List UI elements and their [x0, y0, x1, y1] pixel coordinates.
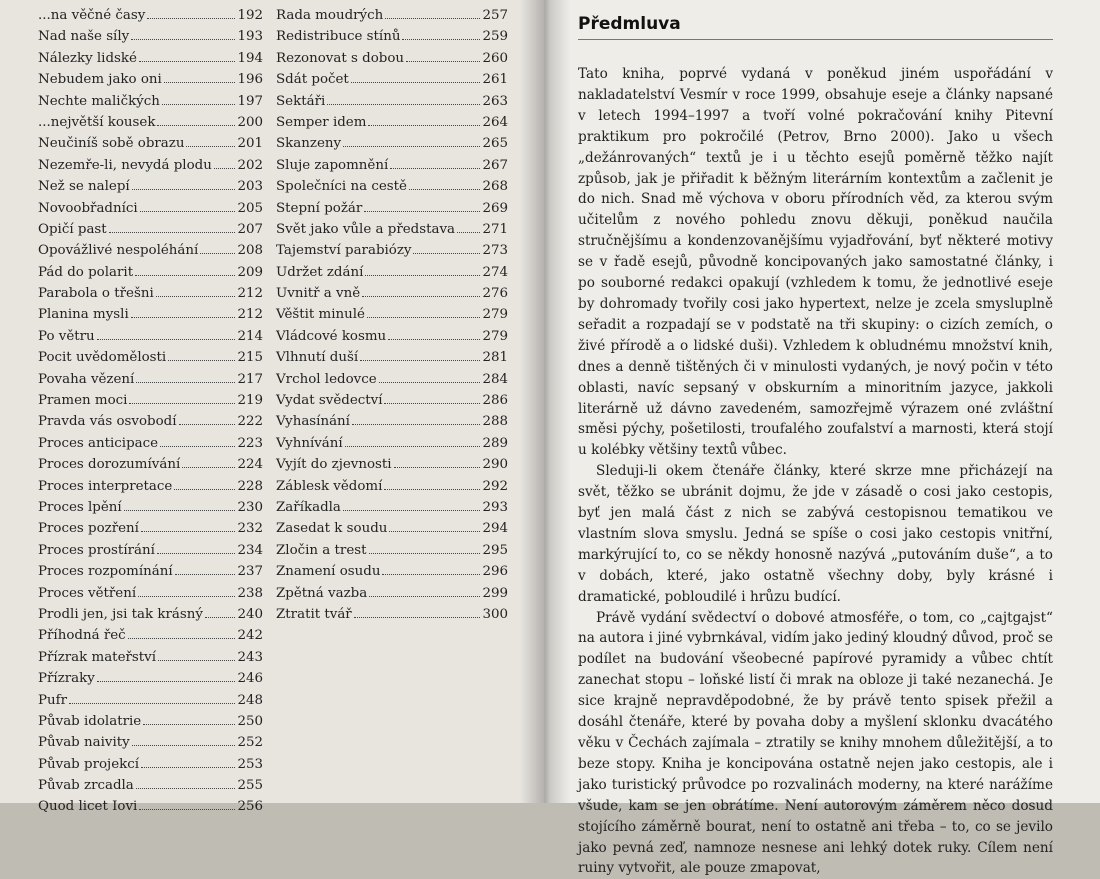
toc-entry — [276, 479, 508, 500]
toc-entry-page: 264 — [482, 114, 508, 130]
toc-entry-page: 276 — [482, 286, 508, 302]
preface-heading: Předmluva — [578, 14, 1053, 40]
book-gutter — [520, 0, 570, 803]
toc-entry — [38, 586, 263, 607]
toc-entry — [38, 799, 263, 820]
toc-leader-dots — [158, 660, 235, 661]
toc-leader-dots — [136, 382, 235, 383]
toc-entry-title: Zločin a trest — [276, 542, 367, 558]
toc-entry-title: Skanzeny — [276, 136, 342, 152]
toc-leader-dots — [156, 296, 236, 297]
toc-entry-title: Nebudem jako oni — [38, 72, 162, 88]
toc-entry — [276, 372, 508, 393]
toc-entry-title: Pocit uvědomělosti — [38, 350, 167, 366]
toc-entry-title: Vládcové kosmu — [276, 328, 387, 344]
toc-entry-title: Nálezky lidské — [38, 50, 137, 66]
toc-entry — [38, 72, 263, 93]
right-page-preface — [545, 0, 1100, 877]
toc-leader-dots — [132, 745, 236, 746]
toc-entry-page: 222 — [237, 414, 263, 430]
toc-leader-dots — [390, 168, 480, 169]
toc-entry-title: ...největší kousek — [38, 114, 156, 130]
toc-entry-page: 219 — [237, 393, 263, 409]
toc-entry-page: 286 — [482, 393, 508, 409]
toc-entry-title: Sdát počet — [276, 72, 349, 88]
toc-leader-dots — [352, 424, 480, 425]
toc-entry-page: 294 — [482, 521, 508, 537]
toc-entry-title: Redistribuce stínů — [276, 29, 401, 45]
toc-entry-title: Půvab naivity — [38, 735, 130, 751]
toc-entry-title: Rezonovat s dobou — [276, 50, 405, 66]
toc-entry-page: 261 — [482, 72, 508, 88]
toc-leader-dots — [214, 168, 236, 169]
toc-leader-dots — [402, 39, 480, 40]
toc-leader-dots — [131, 317, 236, 318]
toc-entry — [276, 72, 508, 93]
toc-entry — [276, 393, 508, 414]
toc-leader-dots — [384, 489, 480, 490]
toc-entry-page: 269 — [482, 200, 508, 216]
toc-entry-page: 271 — [482, 221, 508, 237]
toc-leader-dots — [97, 339, 236, 340]
toc-entry — [276, 51, 508, 72]
toc-entry-title: Povaha vězení — [38, 371, 135, 387]
toc-leader-dots — [186, 146, 235, 147]
toc-entry-page: 288 — [482, 414, 508, 430]
toc-entry-page: 240 — [237, 606, 263, 622]
toc-leader-dots — [365, 275, 480, 276]
preface-paragraph-2: Sleduji-li okem čtenáře články, které skrze mne přicházejí na svět, těžko se ubránit dojmu, že jde v zásadě o cosi jako cestopis, byť jen malá část z nich se zabývá cestopisnou tematikou ve vlastním slova smyslu. Jedná se spíše o cosi jako cestopis vnitřní, markýrující to, co se někdy honosně nazývá „putováním duše“, a to v dobách, které, jako ostatně všechny doby, byly krásné i dramatické, pobloudilé i hrůzu budící. — [578, 463, 1053, 605]
toc-entry-title: Vlhnutí duší — [276, 350, 359, 366]
toc-entry — [38, 543, 263, 564]
toc-entry-page: 300 — [482, 606, 508, 622]
toc-entry — [38, 650, 263, 671]
toc-entry-page: 201 — [237, 136, 263, 152]
toc-entry — [276, 521, 508, 542]
toc-entry-page: 273 — [482, 243, 508, 259]
toc-entry-page: 197 — [237, 93, 263, 109]
toc-entry — [38, 201, 263, 222]
toc-entry-title: Společníci na cestě — [276, 179, 407, 195]
toc-entry-title: Pád do polarit — [38, 264, 134, 280]
toc-entry-title: Vyjít do zjevnosti — [276, 457, 392, 473]
toc-entry — [276, 243, 508, 264]
toc-entry-title: Proces lpění — [38, 499, 122, 515]
toc-entry-title: Půvab zrcadla — [38, 778, 134, 794]
toc-entry-page: 208 — [237, 243, 263, 259]
toc-entry-title: Semper idem — [276, 114, 367, 130]
toc-entry — [38, 179, 263, 200]
toc-leader-dots — [205, 617, 235, 618]
toc-entry-page: 293 — [482, 499, 508, 515]
toc-leader-dots — [164, 82, 236, 83]
toc-entry — [38, 757, 263, 778]
toc-leader-dots — [139, 809, 235, 810]
toc-leader-dots — [364, 211, 480, 212]
toc-entry — [38, 414, 263, 435]
toc-entry-title: Příhodná řeč — [38, 628, 126, 644]
toc-entry-page: 242 — [237, 628, 263, 644]
toc-entry-page: 203 — [237, 179, 263, 195]
toc-entry-page: 200 — [237, 114, 263, 130]
toc-entry-page: 243 — [237, 649, 263, 665]
toc-leader-dots — [132, 189, 236, 190]
toc-entry-page: 237 — [237, 564, 263, 580]
toc-entry — [38, 243, 263, 264]
toc-leader-dots — [362, 296, 480, 297]
toc-leader-dots — [384, 403, 480, 404]
toc-entry-page: 263 — [482, 93, 508, 109]
toc-entry-title: Sluje zapomnění — [276, 157, 389, 173]
toc-entry-page: 252 — [237, 735, 263, 751]
toc-entry-title: Ztratit tvář — [276, 606, 352, 622]
toc-entry-page: 230 — [237, 499, 263, 515]
toc-entry — [38, 136, 263, 157]
toc-entry — [276, 286, 508, 307]
toc-entry-title: Zasedat k soudu — [276, 521, 388, 537]
toc-entry — [38, 115, 263, 136]
toc-entry — [276, 350, 508, 371]
toc-entry-page: 268 — [482, 179, 508, 195]
toc-entry-page: 234 — [237, 542, 263, 558]
toc-leader-dots — [368, 125, 480, 126]
toc-leader-dots — [139, 61, 235, 62]
toc-leader-dots — [140, 211, 236, 212]
toc-entry-page: 274 — [482, 264, 508, 280]
toc-leader-dots — [327, 104, 480, 105]
toc-leader-dots — [343, 146, 480, 147]
toc-entry-title: Po větru — [38, 328, 95, 344]
preface-paragraph-1: Tato kniha, poprvé vydaná v poněkud jiném uspořádání v nakladatelství Vesmír v roce 1999, obsahuje eseje a články napsané v letech 1994–1997 a tvoří volné pokračování knihy Pitevní praktikum pro pokročilé (Petrov, Brno 2000). Jako u všech „dežánrovaných“ textů je i u těchto esejů poměrně těžko najít způsob, jak je přiřadit k běžným literárním kontextům a začlenit je do nich. Snad mě výchova v oboru přírodních věd, za kterou svým učitelům z nového pohledu znovu děkuji, poněkud naučila stručnějšímu a kondenzovanějšímu vyjadřování, byť některé motivy se v řadě esejů, původně koncipovaných jako samostatné články, i po souborné redakci opakují (vzhledem k tomu, že jednotlivé eseje by dohromady tvořily cosi jako hypertext, nelze je zcela smysluplně seřadit a rozpadají se v podstatě na tři skupiny: o cizích zemích, o živé přírodě a o lidské duši). Vzhledem k obludnému množství knih, dnes a denně tištěných či v minulosti vydaných, je nový počin v této oblasti, navíc sepsaný v obskurním a minoritním jazyce, jakkoli literárně už dávno zavedeném, samozřejmě výrazem oné zvláštní směsi pýchy, pošetilosti, troufalého zoufalství a marnosti, která stojí u kolébky většiny textů vůbec. — [578, 66, 1053, 459]
toc-leader-dots — [406, 61, 480, 62]
toc-entry-title: Zaříkadla — [276, 499, 341, 515]
toc-entry-title: Pravda vás osvobodí — [38, 414, 177, 430]
toc-entry — [38, 564, 263, 585]
toc-entry-title: Opičí past — [38, 221, 107, 237]
toc-leader-dots — [388, 339, 480, 340]
toc-leader-dots — [200, 253, 235, 254]
toc-entry-title: Quod licet Iovi — [38, 799, 138, 815]
toc-entry-title: Udržet zdání — [276, 264, 364, 280]
toc-entry-title: Stepní požár — [276, 200, 363, 216]
toc-entry-title: Vrchol ledovce — [276, 371, 377, 387]
toc-entry-title: Sektáři — [276, 93, 326, 109]
toc-entry-page: 212 — [237, 307, 263, 323]
toc-entry-page: 232 — [237, 521, 263, 537]
toc-entry — [38, 393, 263, 414]
toc-entry-page: 290 — [482, 457, 508, 473]
toc-entry — [38, 350, 263, 371]
toc-entry — [38, 265, 263, 286]
toc-entry-title: Uvnitř a vně — [276, 286, 361, 302]
toc-entry-page: 205 — [237, 200, 263, 216]
toc-entry — [38, 628, 263, 649]
toc-entry-title: Proces dorozumívání — [38, 457, 181, 473]
toc-entry — [38, 500, 263, 521]
toc-leader-dots — [168, 360, 235, 361]
toc-leader-dots — [369, 596, 480, 597]
toc-leader-dots — [157, 125, 235, 126]
toc-entry — [38, 307, 263, 328]
toc-entry-title: Půvab projekcí — [38, 756, 140, 772]
toc-entry-page: 253 — [237, 756, 263, 772]
toc-entry-page: 192 — [237, 8, 263, 23]
toc-entry-title: Než se nalepí — [38, 179, 130, 195]
toc-entry-title: Svět jako vůle a představa — [276, 221, 456, 237]
toc-entry — [276, 158, 508, 179]
toc-entry — [276, 414, 508, 435]
toc-entry — [38, 778, 263, 799]
toc-entry-title: Přízraky — [38, 671, 95, 687]
toc-entry — [276, 179, 508, 200]
toc-entry-page: 214 — [237, 328, 263, 344]
toc-leader-dots — [389, 531, 480, 532]
toc-leader-dots — [351, 82, 481, 83]
toc-entry-title: Proces interpretace — [38, 478, 173, 494]
toc-entry-page: 224 — [237, 457, 263, 473]
toc-leader-dots — [345, 446, 481, 447]
toc-entry — [38, 693, 263, 714]
toc-entry — [38, 8, 263, 29]
toc-entry — [38, 671, 263, 692]
toc-entry-page: 259 — [482, 29, 508, 45]
toc-entry — [38, 714, 263, 735]
toc-entry-page: 215 — [237, 350, 263, 366]
toc-entry-title: Znamení osudu — [276, 564, 381, 580]
toc-entry-page: 279 — [482, 307, 508, 323]
toc-entry-title: Planina mysli — [38, 307, 129, 323]
toc-leader-dots — [124, 510, 236, 511]
toc-entry — [38, 735, 263, 756]
toc-leader-dots — [97, 681, 236, 682]
toc-leader-dots — [182, 467, 235, 468]
toc-entry-page: 217 — [237, 371, 263, 387]
toc-leader-dots — [143, 724, 235, 725]
toc-entry-page: 248 — [237, 692, 263, 708]
toc-leader-dots — [457, 232, 480, 233]
toc-entry-title: Záblesk vědomí — [276, 478, 383, 494]
toc-entry-page: 246 — [237, 671, 263, 687]
toc-entry-title: ...na věčné časy — [38, 8, 146, 23]
toc-entry — [38, 607, 263, 628]
toc-entry — [276, 607, 508, 628]
toc-entry-title: Věštit minulé — [276, 307, 365, 323]
toc-leader-dots — [129, 403, 235, 404]
toc-entry-page: 296 — [482, 564, 508, 580]
toc-leader-dots — [385, 18, 480, 19]
toc-entry-page: 223 — [237, 435, 263, 451]
toc-entry — [276, 586, 508, 607]
toc-entry-page: 255 — [237, 778, 263, 794]
toc-entry-page: 292 — [482, 478, 508, 494]
toc-entry-page: 260 — [482, 50, 508, 66]
toc-leader-dots — [160, 446, 235, 447]
toc-leader-dots — [174, 489, 235, 490]
toc-leader-dots — [141, 767, 235, 768]
toc-leader-dots — [379, 382, 481, 383]
toc-entry-title: Parabola o třešni — [38, 286, 154, 302]
toc-entry — [276, 436, 508, 457]
toc-entry-page: 193 — [237, 29, 263, 45]
toc-entry — [38, 94, 263, 115]
toc-leader-dots — [141, 531, 235, 532]
toc-entry-page: 279 — [482, 328, 508, 344]
toc-entry-page: 289 — [482, 435, 508, 451]
toc-entry-title: Novoobřadníci — [38, 200, 138, 216]
preface-body — [578, 14, 1053, 879]
left-page-toc — [0, 0, 545, 815]
toc-column-right — [276, 8, 508, 628]
toc-leader-dots — [343, 510, 481, 511]
toc-entry-page: 284 — [482, 371, 508, 387]
toc-entry-title: Zpětná vazba — [276, 585, 368, 601]
preface-paragraph-3: Právě vydání svědectví o dobové atmosféře, o tom, co „cajtgajst“ na autora i jiné vybrnkával, vidím jako jediný kloudný důvod, proč se podílet na budování všeobecné papírové pyramidy a vůbec chtít zanechat stopu – loňské listí či mrak na obloze ji také nezanechá. Je sice krajně nepravděpodobné, že by právě tento spisek přežil a dosáhl čtenáře, které by povaha doby a myšlení sklonku dvacátého věku v Čechách zajímala – ztratily se knihy mnohem důležitější, a to beze stopy. Kniha je koncipována ostatně nejen jako cestopis, ale i jako turistický průvodce po rozvalinách moderny, na které narážíme všude, kam se jen obrátíme. Není autorovým záměrem něco dosud stojícího záměrně bourat, není to ostatně ani třeba – to, co se jevilo jako pevná zeď, namnoze nesnese ani lehký dotek ruky. Cílem není ruiny vytvořit, ale pouze zmapovat, — [578, 609, 1053, 877]
toc-leader-dots — [138, 596, 235, 597]
toc-entry — [38, 51, 263, 72]
toc-leader-dots — [162, 104, 236, 105]
toc-entry — [38, 457, 263, 478]
toc-entry-page: 256 — [237, 799, 263, 815]
toc-entry — [276, 115, 508, 136]
toc-leader-dots — [135, 275, 235, 276]
toc-entry — [38, 329, 263, 350]
toc-entry — [38, 372, 263, 393]
toc-entry-page: 194 — [237, 50, 263, 66]
toc-entry-title: Nad naše síly — [38, 29, 130, 45]
toc-leader-dots — [69, 703, 235, 704]
toc-entry — [38, 29, 263, 50]
toc-column-left — [38, 8, 263, 821]
toc-leader-dots — [394, 467, 481, 468]
toc-entry-title: Proces rozpomínání — [38, 564, 173, 580]
toc-entry-page: 265 — [482, 136, 508, 152]
toc-entry — [276, 457, 508, 478]
toc-entry — [276, 29, 508, 50]
toc-entry-title: Nezemře-li, nevydá plodu — [38, 157, 212, 173]
toc-leader-dots — [131, 39, 235, 40]
toc-entry-page: 209 — [237, 264, 263, 280]
toc-entry-title: Pramen moci — [38, 393, 128, 409]
toc-entry — [38, 222, 263, 243]
toc-entry-page: 238 — [237, 585, 263, 601]
toc-entry — [38, 479, 263, 500]
toc-leader-dots — [409, 189, 481, 190]
toc-entry-page: 212 — [237, 286, 263, 302]
toc-entry-title: Opovážlivé nespoléhání — [38, 243, 199, 259]
toc-entry-title: Neučiníš sobě obrazu — [38, 136, 185, 152]
toc-entry-page: 267 — [482, 157, 508, 173]
toc-leader-dots — [128, 638, 236, 639]
toc-entry — [276, 564, 508, 585]
toc-entry-title: Proces prostírání — [38, 542, 155, 558]
toc-entry-page: 281 — [482, 350, 508, 366]
toc-entry — [276, 543, 508, 564]
toc-entry-title: Proces anticipace — [38, 435, 159, 451]
toc-entry-title: Vyhasínání — [276, 414, 350, 430]
toc-leader-dots — [136, 788, 236, 789]
toc-leader-dots — [369, 553, 481, 554]
toc-entry — [276, 307, 508, 328]
toc-entry-title: Přízrak mateřství — [38, 649, 156, 665]
toc-entry — [276, 500, 508, 521]
toc-entry — [276, 136, 508, 157]
toc-entry-title: Rada moudrých — [276, 8, 384, 23]
toc-leader-dots — [413, 253, 480, 254]
toc-leader-dots — [354, 617, 481, 618]
toc-entry-title: Půvab idolatrie — [38, 713, 142, 729]
toc-entry — [276, 265, 508, 286]
toc-entry — [276, 222, 508, 243]
toc-leader-dots — [367, 317, 480, 318]
toc-entry-page: 299 — [482, 585, 508, 601]
toc-entry — [276, 94, 508, 115]
toc-entry-title: Nechte maličkých — [38, 93, 160, 109]
toc-entry-page: 207 — [237, 221, 263, 237]
toc-entry-page: 257 — [482, 8, 508, 23]
toc-entry — [38, 436, 263, 457]
toc-leader-dots — [360, 360, 480, 361]
toc-entry-title: Vydat svědectví — [276, 393, 383, 409]
toc-entry-title: Prodli jen, jsi tak krásný — [38, 606, 203, 622]
toc-leader-dots — [147, 18, 235, 19]
toc-leader-dots — [109, 232, 236, 233]
toc-entry — [276, 329, 508, 350]
toc-entry-page: 295 — [482, 542, 508, 558]
toc-entry-page: 250 — [237, 713, 263, 729]
toc-leader-dots — [157, 553, 236, 554]
toc-entry-title: Tajemství parabiózy — [276, 243, 412, 259]
toc-entry-page: 228 — [237, 478, 263, 494]
toc-entry-page: 196 — [237, 72, 263, 88]
toc-leader-dots — [175, 574, 236, 575]
toc-entry-title: Proces větření — [38, 585, 137, 601]
toc-entry — [38, 286, 263, 307]
toc-entry-page: 202 — [237, 157, 263, 173]
toc-entry-title: Pufr — [38, 692, 67, 708]
toc-leader-dots — [179, 424, 236, 425]
toc-entry-title: Vyhnívání — [276, 435, 343, 451]
toc-entry-title: Proces pozření — [38, 521, 139, 537]
toc-entry — [276, 201, 508, 222]
toc-leader-dots — [382, 574, 480, 575]
toc-entry — [38, 158, 263, 179]
toc-entry — [38, 521, 263, 542]
toc-entry — [276, 8, 508, 29]
